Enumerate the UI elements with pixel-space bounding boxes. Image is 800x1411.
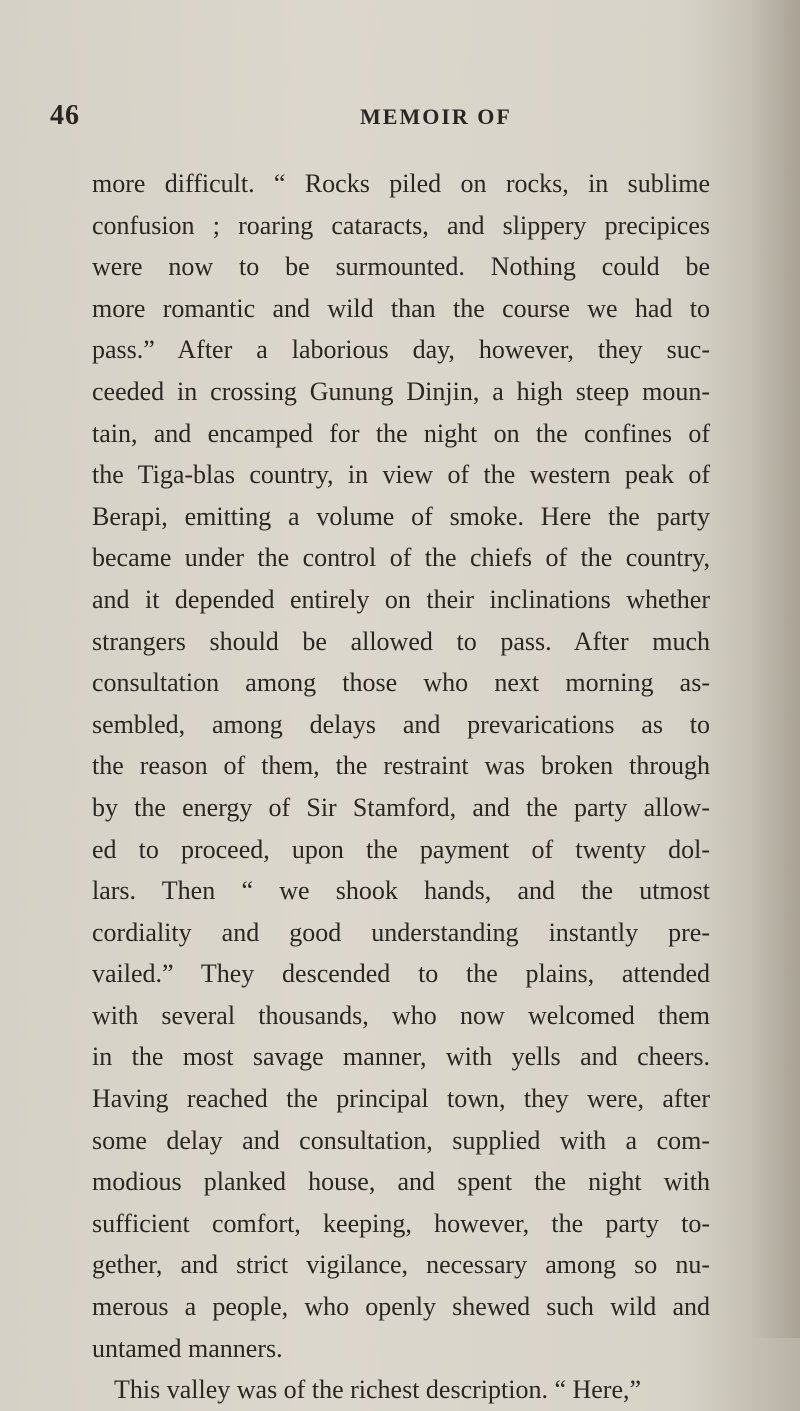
text-line: pass.” After a laborious day, however, they suc- xyxy=(92,335,710,365)
text-line: modious planked house, and spent the night with xyxy=(92,1167,710,1197)
text-line: the Tiga-blas country, in view of the western peak of xyxy=(92,460,710,490)
text-line: This valley was of the richest description. “ Here,” xyxy=(114,1375,642,1405)
text-line: more romantic and wild than the course we had to xyxy=(92,293,710,323)
page-header xyxy=(50,100,610,140)
page-edge-shadow xyxy=(750,0,800,1338)
text-line: with several thousands, who now welcomed them xyxy=(92,1000,710,1030)
text-line: sufficient comfort, keeping, however, the party to- xyxy=(92,1208,710,1238)
text-line: vailed.” They descended to the plains, attended xyxy=(92,959,710,989)
text-line: consultation among those who next morning as- xyxy=(92,668,710,698)
text-line: the reason of them, the restraint was broken through xyxy=(92,751,710,781)
text-line: untamed manners. xyxy=(92,1333,283,1363)
text-line: Having reached the principal town, they were, after xyxy=(92,1084,710,1114)
text-line: sembled, among delays and prevarications as to xyxy=(92,709,710,739)
text-line: cordiality and good understanding instantly pre- xyxy=(92,917,710,947)
text-line: were now to be surmounted. Nothing could be xyxy=(92,252,710,282)
text-line: became under the control of the chiefs of the country, xyxy=(92,543,710,573)
text-line: ed to proceed, upon the payment of twenty dol- xyxy=(92,834,710,864)
body-text xyxy=(92,163,710,1411)
text-line: merous a people, who openly shewed such wild and xyxy=(92,1292,710,1322)
text-line: confusion ; roaring cataracts, and slippery precipices xyxy=(92,210,710,240)
running-head: MEMOIR OF xyxy=(360,104,512,129)
text-line: more difficult. “ Rocks piled on rocks, in sublime xyxy=(92,169,710,198)
text-line: strangers should be allowed to pass. After much xyxy=(92,626,710,656)
text-line: some delay and consultation, supplied with a com- xyxy=(92,1125,710,1155)
text-line: and it depended entirely on their inclinations whether xyxy=(92,584,710,614)
text-line: lars. Then “ we shook hands, and the utmost xyxy=(92,876,710,906)
page-number: 46 xyxy=(50,100,80,131)
text-line: gether, and strict vigilance, necessary among so nu- xyxy=(92,1250,710,1280)
text-line: in the most savage manner, with yells and cheers. xyxy=(92,1042,710,1072)
text-line: ceeded in crossing Gunung Dinjin, a high steep moun- xyxy=(92,376,710,406)
text-line: Berapi, emitting a volume of smoke. Here the party xyxy=(92,501,710,531)
text-line: tain, and encamped for the night on the confines of xyxy=(92,418,710,448)
text-line: by the energy of Sir Stamford, and the party allow- xyxy=(92,792,710,822)
